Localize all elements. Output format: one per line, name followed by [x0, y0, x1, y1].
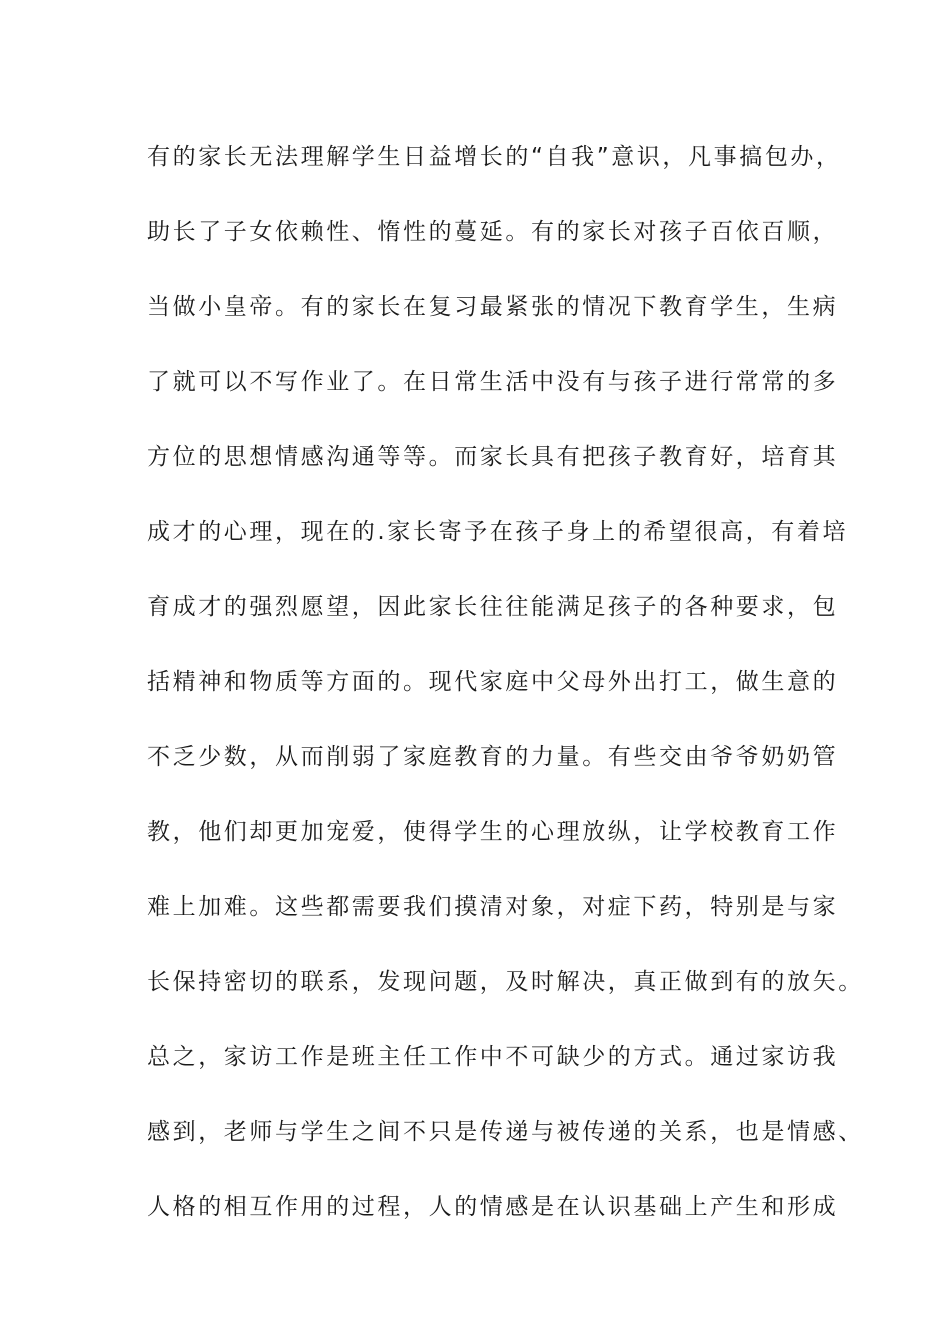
text-line: 难上加难。这些都需要我们摸清对象，对症下药，特别是与家	[147, 894, 839, 920]
text-line: 总之，家访工作是班主任工作中不可缺少的方式。通过家访我	[147, 1044, 839, 1070]
text-line: 成才的心理，现在的.家长寄予在孩子身上的希望很高，有着培	[147, 519, 849, 545]
body-text	[147, 135, 864, 1260]
text-line: 助长了子女依赖性、惰性的蔓延。有的家长对孩子百依百顺，	[147, 219, 839, 245]
text-line: 当做小皇帝。有的家长在复习最紧张的情况下教育学生，生病	[147, 294, 839, 320]
text-line: 了就可以不写作业了。在日常生活中没有与孩子进行常常的多	[147, 369, 839, 395]
text-line: 长保持密切的联系，发现问题，及时解决，真正做到有的放矢。	[147, 969, 864, 995]
text-line: 育成才的强烈愿望，因此家长往往能满足孩子的各种要求，包	[147, 594, 839, 620]
text-line: 感到，老师与学生之间不只是传递与被传递的关系，也是情感、	[147, 1119, 864, 1145]
text-line: 教，他们却更加宠爱，使得学生的心理放纵，让学校教育工作	[147, 819, 839, 845]
text-line: 人格的相互作用的过程，人的情感是在认识基础上产生和形成	[147, 1194, 839, 1220]
text-line: 有的家长无法理解学生日益增长的“自我”意识，凡事搞包办，	[147, 144, 842, 170]
text-line: 括精神和物质等方面的。现代家庭中父母外出打工，做生意的	[147, 669, 839, 695]
text-line: 方位的思想情感沟通等等。而家长具有把孩子教育好，培育其	[147, 444, 839, 470]
text-line: 不乏少数，从而削弱了家庭教育的力量。有些交由爷爷奶奶管	[147, 744, 839, 770]
